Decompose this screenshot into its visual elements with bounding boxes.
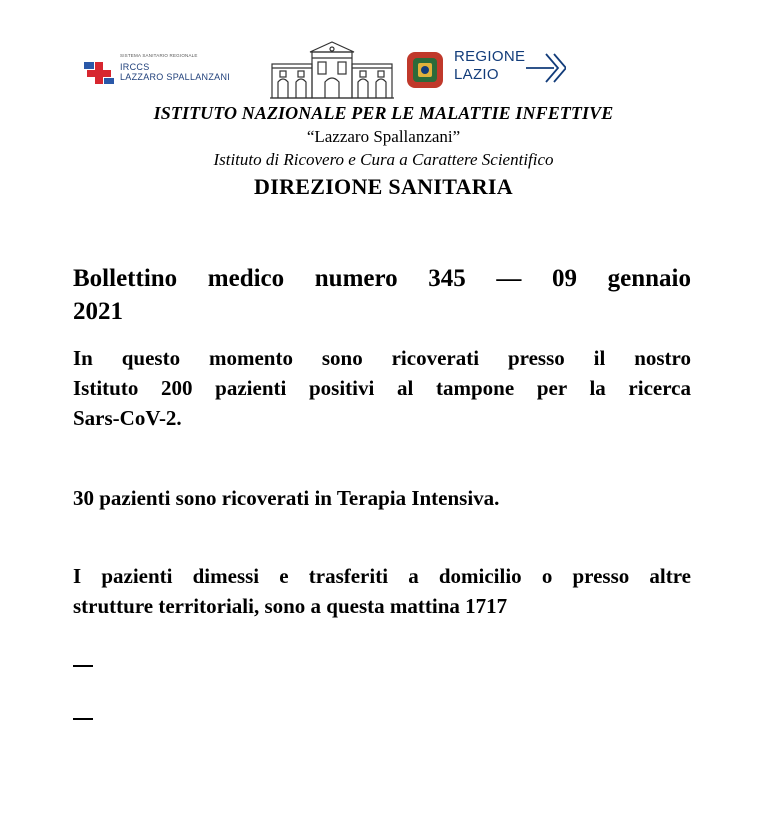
institute-short-name: “Lazzaro Spallanzani” (306, 127, 461, 146)
separator-dash (73, 718, 93, 720)
irccs-small-text: SISTEMA SANITARIO REGIONALE (120, 53, 198, 58)
paragraph-hospitalized-line1: In questo momento sono ricoverati presso il nostro (73, 346, 691, 370)
regione-line1: REGIONE (454, 48, 526, 65)
paragraph-hospitalized-line2: Istituto 200 pazienti positivi al tampone per la ricerca (73, 376, 691, 400)
regione-line2: LAZIO (454, 66, 499, 83)
lazio-arrows-icon (524, 50, 566, 88)
institute-name: ISTITUTO NAZIONALE PER LE MALATTIE INFETTIVE (153, 103, 614, 123)
separator-dash (73, 665, 93, 667)
regione-lazio-logo (404, 48, 574, 92)
paragraph-hospitalized-line3: Sars-CoV-2. (73, 406, 182, 430)
irccs-logo (84, 52, 264, 92)
bulletin-title (73, 262, 691, 328)
bulletin-title-line2: 2021 (73, 298, 123, 325)
bulletin-title-line1: Bollettino medico numero 345 — 09 gennaio (73, 265, 691, 292)
department-title: DIREZIONE SANITARIA (254, 174, 513, 199)
paragraph-discharged-line2: strutture territoriali, sono a questa mattina 1717 (73, 594, 508, 618)
irccs-line2: LAZZARO SPALLANZANI (120, 72, 231, 82)
paragraph-discharged-line1: I pazienti dimessi e trasferiti a domicilio o presso altre (73, 564, 691, 588)
paragraph-hospitalized (73, 343, 691, 433)
paragraph-discharged (73, 561, 691, 621)
irccs-line1: IRCCS (120, 62, 150, 72)
paragraph-intensive-care: 30 pazienti sono ricoverati in Terapia Intensiva. (73, 486, 500, 510)
cross-icon (84, 62, 114, 84)
lazio-emblem-icon (404, 50, 446, 90)
building-icon (270, 38, 394, 100)
institute-subtitle: Istituto di Ricovero e Cura a Carattere Scientifico (213, 150, 554, 169)
logo-bar (0, 36, 767, 98)
